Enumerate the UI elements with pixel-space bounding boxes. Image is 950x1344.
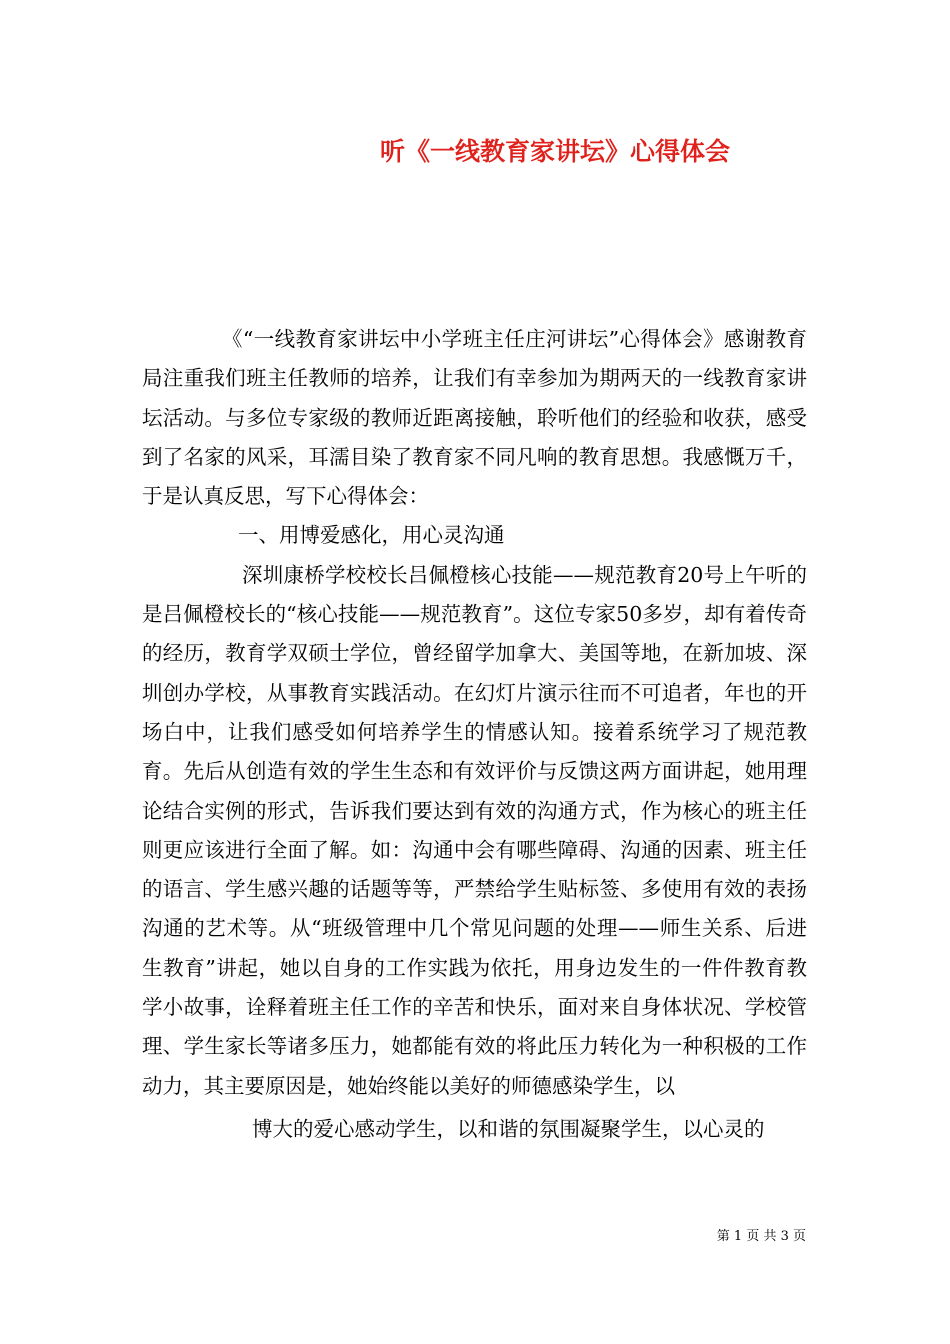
page-number: 第 1 页 共 3 页 — [716, 1229, 806, 1244]
document-body — [142, 320, 807, 1149]
body-paragraph: 深圳康桥学校校长吕佩橙核心技能——规范教育20号上午听的是吕佩橙校长的“核心技能——规范教育”。这位专家50多岁，却有着传奇的经历，教育学双硕士学位，曾经留学加拿大、美国等地，在新加坡、深圳创办学校，从事教育实践活动。在幻灯片演示往而不可追者，年也的开场白中，让我们感受如何培养学生的情感认知。接着系统学习了规范教育。先后从创造有效的学生生态和有效评价与反馈这两方面讲起，她用理论结合实例的形式，告诉我们要达到有效的沟通方式，作为核心的班主任则更应该进行全面了解。如：沟通中会有哪些障碍、沟通的因素、班主任的语言、学生感兴趣的话题等等，严禁给学生贴标签、多使用有效的表扬沟通的艺术等。从“班级管理中几个常见问题的处理——师生关系、后进生教育”讲起，她以自身的工作实践为依托，用身边发生的一件件教育教学小故事，诠释着班主任工作的辛苦和快乐，面对来自身体状况、学校管理、学生家长等诸多压力，她都能有效的将此压力转化为一种积极的工作动力，其主要原因是，她始终能以美好的师德感染学生，以 — [142, 562, 807, 1098]
intro-paragraph: 《“一线教育家讲坛中小学班主任庄河讲坛”心得体会》感谢教育局注重我们班主任教师的培养，让我们有幸参加为期两天的一线教育家讲坛活动。与多位专家级的教师近距离接触，聆听他们的经验和收获，感受到了名家的风采，耳濡目染了教育家不同凡响的教育思想。我感慨万千，于是认真反思，写下心得体会： — [142, 327, 807, 509]
section-heading: 一、用博爱感化，用心灵沟通 — [238, 523, 505, 548]
body-paragraph-continued: 博大的爱心感动学生，以和谐的氛围凝聚学生，以心灵的 — [252, 1116, 765, 1141]
document-title: 听《一线教育家讲坛》心得体会 — [379, 137, 730, 166]
